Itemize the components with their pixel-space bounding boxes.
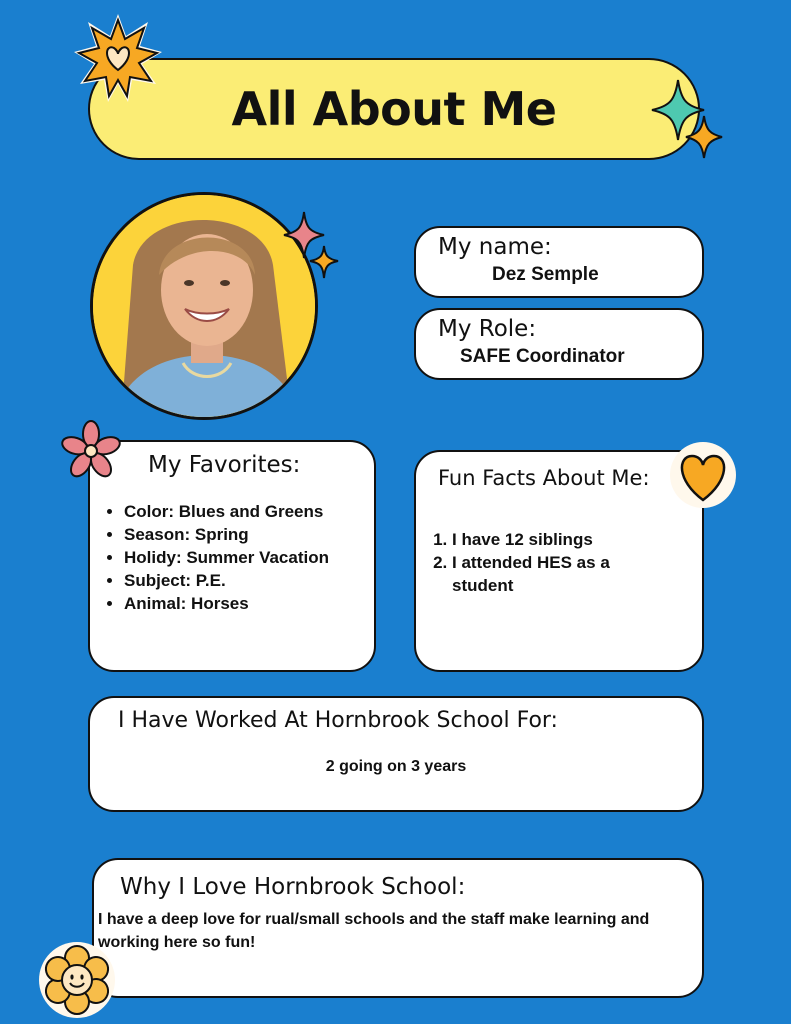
role-value: SAFE Coordinator [460,346,625,367]
fun-fact-item: 2. I attended HES as a student [452,551,652,597]
favorites-item: • Season: Spring [124,523,329,546]
fun-facts-card [414,450,704,672]
favorites-list [124,500,329,615]
favorites-item: • Animal: Horses [124,592,329,615]
role-label: My Role: [438,316,537,342]
favorites-heading: My Favorites: [148,452,301,478]
love-card [92,858,704,998]
name-card [414,226,704,298]
name-label: My name: [438,234,552,260]
page-title: All About Me [231,82,557,136]
worked-heading: I Have Worked At Hornbrook School For: [118,708,558,733]
favorites-item: • Holidy: Summer Vacation [124,546,329,569]
fun-facts-list [452,528,652,597]
love-text: I have a deep love for rual/small schools and the staff make learning and working here so fun! [98,911,650,951]
sun-heart-sticker-icon [72,12,164,104]
favorites-item: • Color: Blues and Greens [124,500,329,523]
favorites-card [88,440,376,672]
fun-fact-item: 1. I have 12 siblings [452,528,652,551]
role-card [414,308,704,380]
smiley-flower-sticker-icon [36,940,118,1020]
sparkle-sticker-icon [646,76,728,172]
heart-sticker-icon [668,440,738,510]
love-heading: Why I Love Hornbrook School: [120,874,466,900]
fun-facts-heading: Fun Facts About Me: [438,466,650,490]
title-banner [88,58,700,160]
flower-sticker-icon [56,420,126,482]
worked-card [88,696,704,812]
worked-value: 2 going on 3 years [325,758,467,775]
favorites-item: • Subject: P.E. [124,569,329,592]
name-value: Dez Semple [492,264,599,285]
pink-sparkle-icon [282,208,342,284]
